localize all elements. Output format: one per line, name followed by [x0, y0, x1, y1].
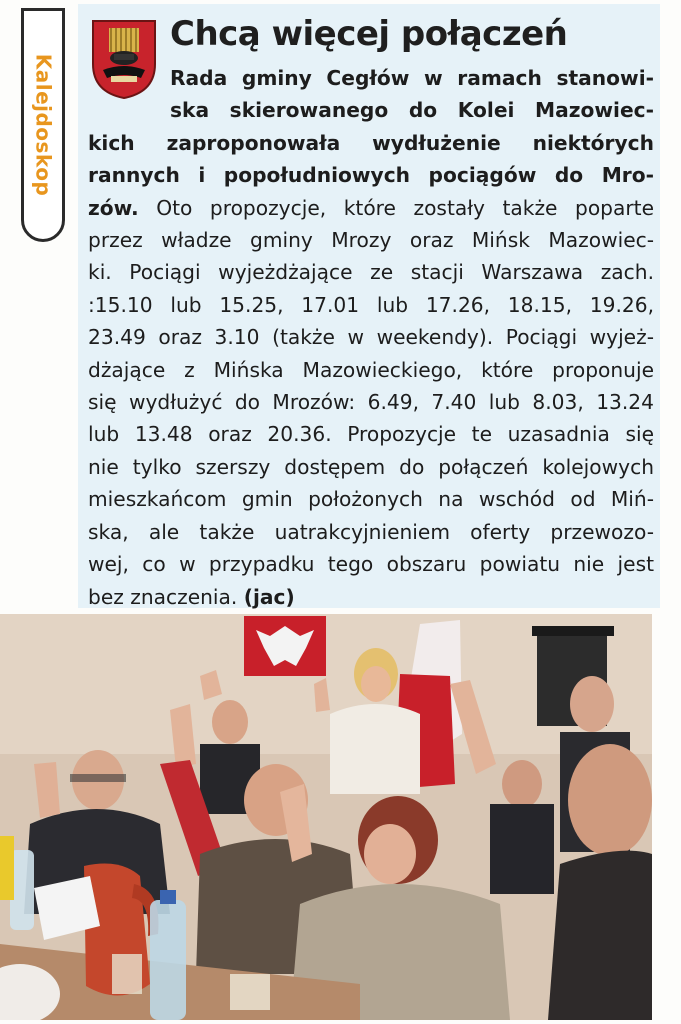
body-text: :15.10 lub 15.25, 17.01 lub 17.26, 18.15, 19.26,	[88, 292, 654, 317]
article-line	[88, 127, 654, 159]
body-text: wej, co w przypadku tego obszaru powiatu nie jest	[88, 552, 654, 577]
article-line	[88, 159, 654, 191]
article-body	[88, 62, 654, 613]
article-line	[88, 94, 654, 126]
body-text: ki. Pociągi wyjeżdżające ze stacji Warszawa zach.	[88, 260, 654, 285]
section-tab	[21, 8, 65, 242]
article-line	[88, 224, 654, 256]
body-text: dżające z Mińska Mazowieckiego, które proponuje	[88, 357, 654, 382]
article-line	[88, 321, 654, 353]
article-title: Chcą więcej połączeń	[170, 14, 568, 54]
council-meeting-photo	[0, 614, 652, 1020]
article-line	[88, 548, 654, 580]
article-line	[88, 516, 654, 548]
lead-text: Rada gminy Cegłów w ramach stanowi-	[170, 66, 654, 90]
article-line	[88, 256, 654, 288]
lead-text: rannych i popołudniowych pociągów do Mro-	[88, 163, 654, 188]
body-text: lub 13.48 oraz 20.36. Propozycje te uzasadnia się	[88, 422, 654, 447]
section-tab-label: Kalejdoskop	[31, 53, 55, 197]
article-line	[88, 451, 654, 483]
article-line	[88, 581, 654, 613]
body-text: przez władze gminy Mrozy oraz Mińsk Mazowiec-	[88, 228, 654, 253]
article-line	[88, 483, 654, 515]
body-text: bez znaczenia.	[88, 584, 244, 609]
article-line	[88, 192, 654, 224]
body-text: nie tylko szerszy dostępem do połączeń kolejowych	[88, 454, 654, 479]
article-line	[88, 289, 654, 321]
lead-text: kich zaproponowała wydłużenie niektórych	[88, 130, 654, 155]
article-line	[88, 354, 654, 386]
body-text: ska, ale także uatrakcyjnieniem oferty przewozo-	[88, 519, 654, 544]
body-text: mieszkańcom gmin położonych na wschód od Miń-	[88, 487, 654, 512]
body-text: 23.49 oraz 3.10 (także w weekendy). Pociągi wyjeż-	[88, 325, 654, 350]
lead-text: ska skierowanego do Kolei Mazowiec-	[170, 98, 654, 123]
article-line	[88, 386, 654, 418]
article-photo	[0, 614, 652, 1020]
article-line	[88, 418, 654, 450]
author-signature: (jac)	[243, 584, 295, 609]
article-line	[88, 62, 654, 94]
lead-text: zów.	[88, 195, 139, 220]
body-text: się wydłużyć do Mrozów: 6.49, 7.40 lub 8.03, 13.24	[88, 390, 654, 415]
body-text: Oto propozycje, które zostały także poparte	[138, 195, 654, 220]
